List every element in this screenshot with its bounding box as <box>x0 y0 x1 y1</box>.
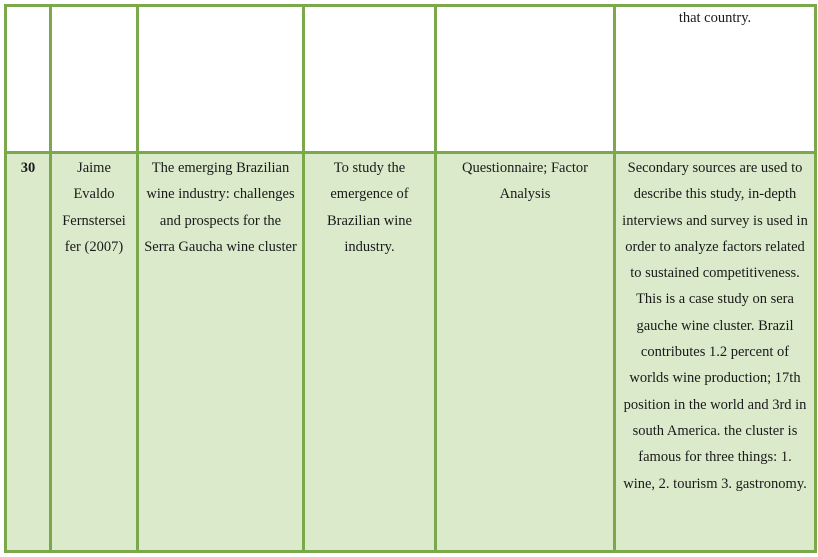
objective-cell <box>304 153 436 552</box>
method-cell <box>436 6 615 153</box>
findings-cell <box>615 153 816 552</box>
title-cell <box>138 6 304 153</box>
serial-number-cell <box>6 153 51 552</box>
author-cell <box>51 153 138 552</box>
objective-cell <box>304 6 436 153</box>
title-text: The emerging Brazilian wine industry: challenges and prospects for the Serra Gaucha wine cluster <box>144 160 297 255</box>
table-row <box>6 6 816 153</box>
serial-number: 30 <box>20 160 36 176</box>
method-text: Questionnaire; Factor Analysis <box>461 160 589 203</box>
findings-text: that country. <box>678 10 752 26</box>
findings-cell <box>615 6 816 153</box>
objective-text: To study the emergence of Brazilian wine industry. <box>327 160 412 255</box>
author-text: Jaime Evaldo Fernstersei fer (2007) <box>62 160 126 255</box>
findings-text: Secondary sources are used to describe this study, in-depth interviews and survey is used in order to analyze factors related to sustained competitiveness. This is a case study on sera gauche wine cluster. Brazil contributes 1.2 percent of worlds wine production; 17th position in the world and 3rd in south America. the cluster is famous for three things: 1. wine, 2. tourism 3. gastronomy. <box>622 160 808 492</box>
table-row <box>6 153 816 552</box>
author-cell <box>51 6 138 153</box>
literature-review-table <box>4 4 817 553</box>
method-cell <box>436 153 615 552</box>
serial-number-cell <box>6 6 51 153</box>
title-cell <box>138 153 304 552</box>
